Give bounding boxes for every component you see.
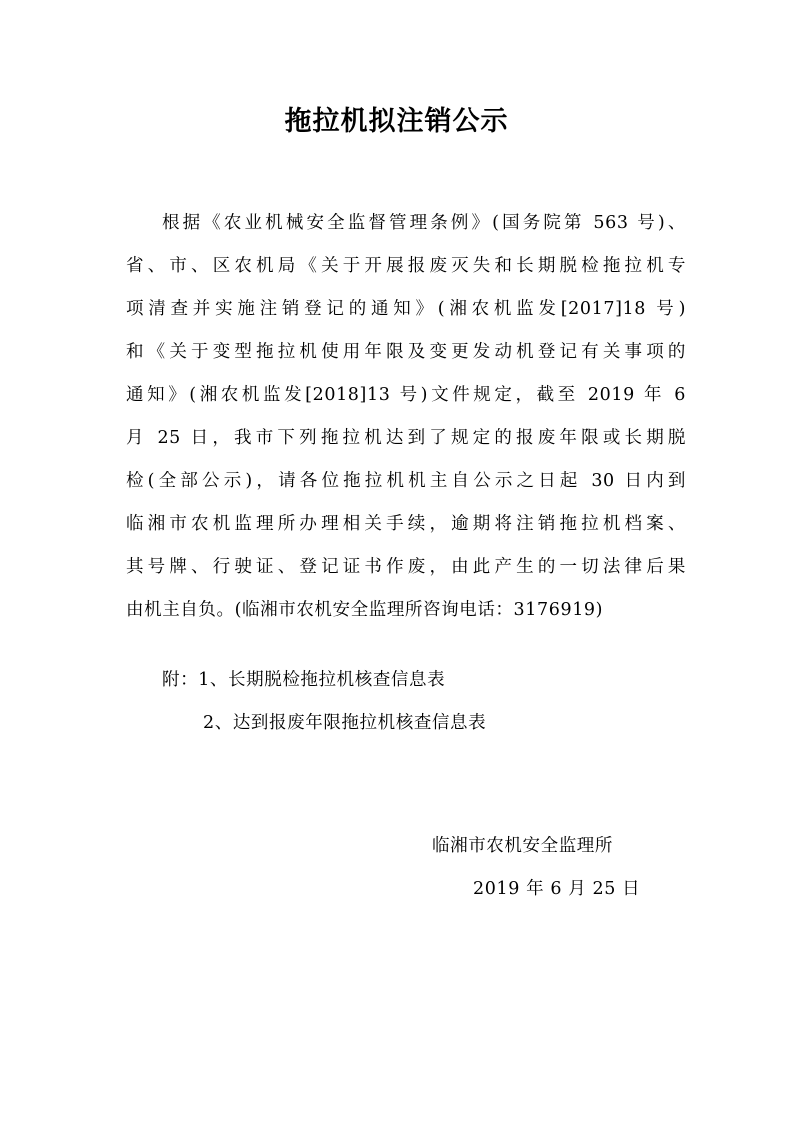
signature-date: 2019 年 6 月 25 日 <box>473 879 641 899</box>
body-line: 月 25 日，我市下列拖拉机达到了规定的报废年限或长期脱 <box>126 428 686 448</box>
attachment-prefix: 附： <box>162 670 199 690</box>
body-line: 检(全部公示)，请各位拖拉机机主自公示之日起 30 日内到 <box>126 471 686 491</box>
body-line: 临湘市农机监理所办理相关手续，逾期将注销拖拉机档案、 <box>126 514 686 534</box>
body-line: 省、市、区农机局《关于开展报废灭失和长期脱检拖拉机专 <box>126 256 686 276</box>
body-line: 通知》(湘农机监发[2018]13 号)文件规定，截至 2019 年 6 <box>126 385 686 405</box>
attachment-line-1 <box>162 667 445 693</box>
attachment-item-1: 1、长期脱检拖拉机核查信息表 <box>198 670 446 690</box>
document-title: 拖拉机拟注销公示 <box>284 106 509 137</box>
body-line: 根据《农业机械安全监督管理条例》(国务院第 563 号)、 <box>162 213 686 233</box>
body-line: 由机主自负。(临湘市农机安全监理所咨询电话：3176919) <box>126 600 604 620</box>
body-line: 其号牌、行驶证、登记证书作废，由此产生的一切法律后果 <box>126 557 686 577</box>
body-line: 项清查并实施注销登记的通知》(湘农机监发[2017]18 号) <box>126 299 686 319</box>
body-line: 和《关于变型拖拉机使用年限及变更发动机登记有关事项的 <box>126 342 686 362</box>
attachment-line-2 <box>203 710 486 736</box>
signature-organization: 临湘市农机安全监理所 <box>432 836 613 856</box>
attachment-item-2: 2、达到报废年限拖拉机核查信息表 <box>203 713 487 733</box>
